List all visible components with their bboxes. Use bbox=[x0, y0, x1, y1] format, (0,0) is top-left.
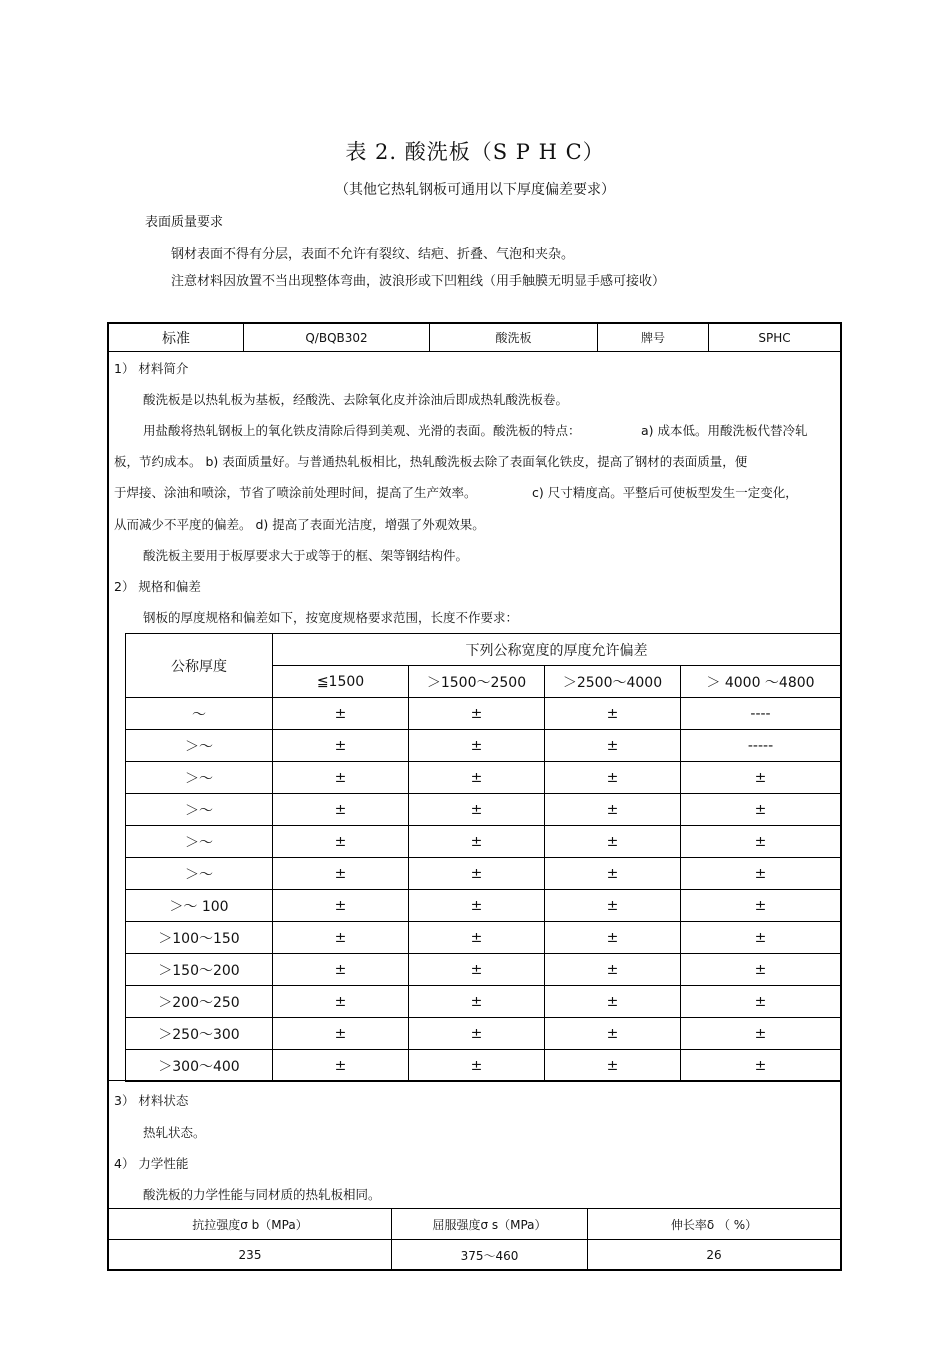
tolerance-cell: ± bbox=[545, 858, 681, 890]
tolerance-cell: ± bbox=[681, 1050, 841, 1082]
section-1-p1: 酸洗板是以热轧板为基板，经酸洗、去除氧化皮并涂油后即成热轧酸洗板卷。 bbox=[143, 392, 569, 407]
tolerance-cell: ± bbox=[545, 762, 681, 794]
width-header: ＞ 4000 ～4800 bbox=[681, 666, 841, 698]
surface-line-1: 钢材表面不得有分层，表面不允许有裂纹、结疤、折叠、气泡和夹杂。 bbox=[171, 247, 575, 262]
section-2-p1: 钢板的厚度规格和偏差如下，按宽度规格要求范围，长度不作要求： bbox=[143, 610, 519, 625]
tolerance-cell: ± bbox=[409, 762, 545, 794]
section-divider bbox=[108, 1080, 841, 1081]
thickness-cell: ＞～ bbox=[126, 762, 273, 794]
table-row bbox=[126, 890, 841, 922]
table-row bbox=[126, 698, 841, 730]
tolerance-cell: ± bbox=[545, 826, 681, 858]
tolerance-cell: ± bbox=[681, 1018, 841, 1050]
tolerance-cell: ± bbox=[409, 730, 545, 762]
table-row bbox=[126, 954, 841, 986]
standard-label: 标准 bbox=[109, 324, 244, 352]
tolerance-cell: ± bbox=[681, 922, 841, 954]
elongation-value: 26 bbox=[588, 1240, 841, 1271]
elongation-header: 伸长率δ （ %） bbox=[588, 1209, 841, 1240]
mechanical-properties-table bbox=[108, 1208, 841, 1271]
section-1-p4a: 于焊接、涂油和喷涂，节省了喷涂前处理时间，提高了生产效率。 bbox=[114, 485, 477, 500]
page-title: 表 2. 酸洗板（S P H C） bbox=[345, 140, 605, 164]
section-1-p6: 酸洗板主要用于板厚要求大于或等于的框、架等钢结构件。 bbox=[143, 548, 469, 563]
tolerance-cell: ± bbox=[409, 826, 545, 858]
tolerance-cell: ± bbox=[545, 1050, 681, 1082]
yield-strength-header: 屈服强度σ s（MPa） bbox=[392, 1209, 588, 1240]
tolerance-cell: ± bbox=[681, 890, 841, 922]
tolerance-cell: ± bbox=[681, 794, 841, 826]
header-table bbox=[108, 323, 841, 352]
tolerance-cell: ± bbox=[273, 730, 409, 762]
section-4-heading: 4） 力学性能 bbox=[114, 1156, 189, 1171]
grade-label: 牌号 bbox=[598, 324, 709, 352]
tolerance-cell: ± bbox=[409, 954, 545, 986]
width-header: ＞1500～2500 bbox=[409, 666, 545, 698]
tolerance-cell: ± bbox=[273, 890, 409, 922]
table-row bbox=[126, 826, 841, 858]
tolerance-cell: ± bbox=[681, 954, 841, 986]
tolerance-cell: ± bbox=[273, 1018, 409, 1050]
tensile-strength-header: 抗拉强度σ b（MPa） bbox=[109, 1209, 392, 1240]
table-row bbox=[126, 1018, 841, 1050]
tolerance-cell: ± bbox=[545, 794, 681, 826]
thickness-cell: ＞250～300 bbox=[126, 1018, 273, 1050]
thickness-cell: ＞150～200 bbox=[126, 954, 273, 986]
section-1-p4b: c) 尺寸精度高。平整后可使板型发生一定变化， bbox=[532, 485, 798, 500]
tolerance-cell: ± bbox=[273, 1050, 409, 1082]
col-thickness-header: 公称厚度 bbox=[126, 634, 273, 698]
thickness-cell: ～ bbox=[126, 698, 273, 730]
tolerance-cell: ± bbox=[545, 986, 681, 1018]
section-3-heading: 3） 材料状态 bbox=[114, 1093, 189, 1108]
section-4-p1: 酸洗板的力学性能与同材质的热轧板相同。 bbox=[143, 1187, 381, 1202]
tolerance-cell: ± bbox=[409, 1050, 545, 1082]
thickness-tolerance-table bbox=[125, 633, 841, 1082]
tolerance-cell: ± bbox=[409, 922, 545, 954]
tolerance-cell: ± bbox=[681, 986, 841, 1018]
table-row bbox=[126, 794, 841, 826]
standard-value: Q/BQB302 bbox=[244, 324, 430, 352]
tolerance-cell: ---- bbox=[681, 698, 841, 730]
tolerance-cell: ± bbox=[273, 858, 409, 890]
tolerance-cell: ± bbox=[545, 1018, 681, 1050]
tolerance-cell: ± bbox=[681, 826, 841, 858]
section-3-p1: 热轧状态。 bbox=[143, 1125, 206, 1140]
thickness-cell: ＞～ bbox=[126, 730, 273, 762]
section-1-p5: 从而减少不平度的偏差。 d) 提高了表面光洁度，增强了外观效果。 bbox=[114, 517, 485, 532]
tolerance-cell: ± bbox=[681, 858, 841, 890]
tolerance-cell: ± bbox=[273, 762, 409, 794]
width-header: ≦1500 bbox=[273, 666, 409, 698]
material-name: 酸洗板 bbox=[430, 324, 598, 352]
thickness-cell: ＞300～400 bbox=[126, 1050, 273, 1082]
tolerance-cell: ± bbox=[409, 890, 545, 922]
page-subtitle: （其他它热轧钢板可通用以下厚度偏差要求） bbox=[335, 182, 615, 198]
width-header: ＞2500～4000 bbox=[545, 666, 681, 698]
thickness-cell: ＞～ 100 bbox=[126, 890, 273, 922]
table-row bbox=[126, 1050, 841, 1082]
tolerance-cell: ± bbox=[273, 698, 409, 730]
tolerance-cell: ± bbox=[273, 794, 409, 826]
table-row bbox=[126, 730, 841, 762]
tolerance-cell: ± bbox=[273, 922, 409, 954]
section-1-heading: 1） 材料简介 bbox=[114, 361, 189, 376]
tolerance-cell: ± bbox=[545, 730, 681, 762]
tolerance-cell: ± bbox=[409, 858, 545, 890]
tolerance-cell: ± bbox=[273, 954, 409, 986]
tolerance-cell: ± bbox=[545, 922, 681, 954]
section-1-p2b: a) 成本低。用酸洗板代替冷轧 bbox=[641, 423, 808, 438]
tolerance-cell: ± bbox=[681, 762, 841, 794]
table-row bbox=[126, 922, 841, 954]
section-1-p3: 板，节约成本。 b) 表面质量好。与普通热轧板相比，热轧酸洗板去除了表面氧化铁皮，提高了钢材的表面质量，便 bbox=[114, 454, 748, 469]
yield-strength-value: 375～460 bbox=[392, 1240, 588, 1271]
thickness-cell: ＞～ bbox=[126, 794, 273, 826]
thickness-cell: ＞200～250 bbox=[126, 986, 273, 1018]
tolerance-cell: ± bbox=[409, 794, 545, 826]
tensile-strength-value: 235 bbox=[109, 1240, 392, 1271]
section-1-p2a: 用盐酸将热轧钢板上的氧化铁皮清除后得到美观、光滑的表面。酸洗板的特点： bbox=[143, 423, 581, 438]
table-row bbox=[126, 986, 841, 1018]
tolerance-cell: ± bbox=[545, 954, 681, 986]
tolerance-cell: ± bbox=[545, 890, 681, 922]
width-group-header: 下列公称宽度的厚度允许偏差 bbox=[273, 634, 841, 666]
thickness-cell: ＞～ bbox=[126, 858, 273, 890]
tolerance-cell: ± bbox=[409, 698, 545, 730]
grade-value: SPHC bbox=[709, 324, 841, 352]
table-row bbox=[126, 762, 841, 794]
tolerance-cell: ± bbox=[545, 698, 681, 730]
section-2-heading: 2） 规格和偏差 bbox=[114, 579, 201, 594]
thickness-cell: ＞100～150 bbox=[126, 922, 273, 954]
tolerance-cell: ± bbox=[273, 826, 409, 858]
tolerance-cell: ----- bbox=[681, 730, 841, 762]
table-row bbox=[126, 858, 841, 890]
surface-line-2: 注意材料因放置不当出现整体弯曲，波浪形或下凹粗线（用手触膜无明显手感可接收） bbox=[171, 274, 666, 289]
thickness-cell: ＞～ bbox=[126, 826, 273, 858]
tolerance-cell: ± bbox=[273, 986, 409, 1018]
tolerance-cell: ± bbox=[409, 986, 545, 1018]
tolerance-cell: ± bbox=[409, 1018, 545, 1050]
surface-heading: 表面质量要求 bbox=[145, 215, 224, 230]
